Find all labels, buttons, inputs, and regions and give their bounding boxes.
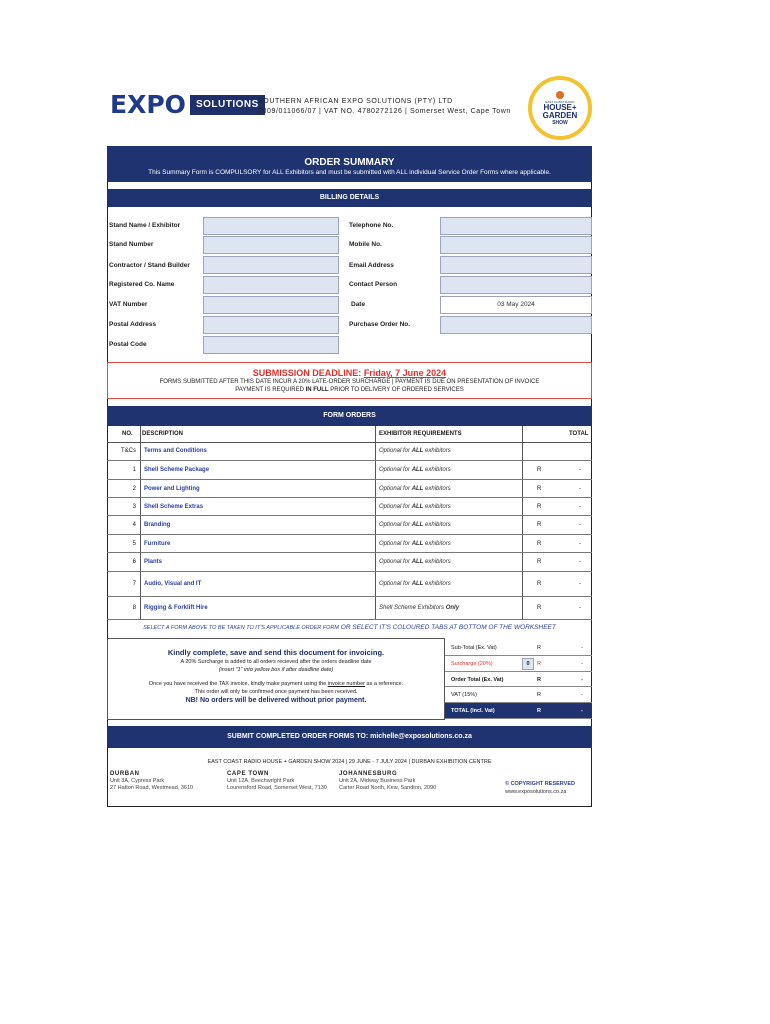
company-registration: 2009/011066/07 | VAT NO. 4780272126 | Somerset West, Cape Town [258,108,511,115]
cape-town-line1: Unit 12A, Beechwright Park [227,778,295,784]
subtotal-amount: - [581,645,583,651]
row-requirement [379,572,451,597]
requirement-bold: ALL [411,504,424,510]
expo-solutions-logo [110,90,265,119]
instruction-confirmation: This order will only be confirmed once payment has been received. [194,689,358,695]
requirement-pre: Optional for [379,486,412,492]
row-number: 2 [132,486,136,492]
requirement-bold: Only [445,605,460,611]
stand-number-field[interactable] [203,236,339,254]
row-currency: R [537,581,542,587]
form-order-row[interactable] [107,553,592,572]
invoice-number-link: invoice number [327,681,366,687]
requirement-pre: Optional for [379,448,412,454]
form-link[interactable]: Audio, Visual and IT [144,581,202,587]
postal-code-field[interactable] [203,336,339,354]
form-link[interactable]: Furniture [144,541,171,547]
surcharge-currency: R [537,661,541,667]
row-number: T&Cs [121,448,136,454]
johannesburg-title: JOHANNESBURG [339,771,398,777]
row-number: 6 [132,559,136,565]
requirement-post: exhibitors [423,541,451,547]
row-amount: - [579,504,581,510]
order-summary-header [107,146,592,182]
form-order-row[interactable] [107,480,592,498]
submission-deadline-box [107,362,592,399]
form-order-row[interactable] [107,597,592,620]
col-req-header: EXHIBITOR REQUIREMENTS [379,431,462,437]
copyright-text: © COPYRIGHT RESERVED [505,781,575,787]
form-link[interactable]: Power and Lighting [144,486,200,492]
order-total-currency: R [537,677,541,683]
house-garden-show-logo [528,76,592,140]
email-field[interactable] [440,256,592,274]
footer [107,754,592,807]
badge-line4: SHOW [552,119,568,126]
subtotal-currency: R [537,645,541,651]
row-requirement [379,480,451,498]
row-number: 7 [132,581,136,587]
vat-row [445,687,592,703]
vat-number-field[interactable] [203,296,339,314]
row-number: 3 [132,504,136,510]
form-order-row[interactable] [107,498,592,516]
order-summary-title: ORDER SUMMARY [304,157,395,168]
johannesburg-line1: Unit 2A, Midway Business Park [339,778,416,784]
johannesburg-line2: Carter Road North, Kew, Sandton, 2090 [339,785,437,791]
telephone-field[interactable] [440,217,592,235]
requirement-bold: ALL [411,448,424,454]
postal-address-label: Postal Address [109,321,157,328]
requirement-bold: ALL [411,522,424,528]
order-total-row [445,672,592,687]
row-requirement [379,516,451,535]
registered-co-label: Registered Co. Name [109,281,175,288]
form-link[interactable]: Terms and Conditions [144,448,207,454]
purchase-order-field[interactable] [440,316,592,334]
deadline-title [108,363,591,378]
row-currency: R [537,605,542,611]
requirement-bold: ALL [411,581,424,587]
instruction-payment [108,680,444,688]
durban-line1: Unit 3A, Cypress Park [110,778,165,784]
row-amount: - [579,605,581,611]
form-order-row[interactable] [107,442,592,461]
order-total-label: Order Total (Ex. Vat) [451,677,504,683]
cape-town-office [227,771,327,792]
instruction-nb: NB! No orders will be delivered without prior payment. [185,697,367,704]
row-requirement [379,442,451,461]
totals-panel [445,638,592,720]
purchase-order-label: Purchase Order No. [349,321,411,328]
row-number: 5 [132,541,136,547]
form-order-row[interactable] [107,572,592,597]
requirement-pre: Optional for [379,541,412,547]
row-requirement [379,461,451,480]
vat-amount: - [581,692,583,698]
deadline-line1: FORMS SUBMITTED AFTER THIS DATE INCUR A 20% LATE-ORDER SURCHARGE | PAYMENT IS DUE ON PRESENTATION OF INVOICE [159,379,540,385]
deadline-line2 [108,386,591,394]
mobile-label: Mobile No. [349,241,382,248]
requirement-post: exhibitors [423,467,451,473]
form-order-row[interactable] [107,535,592,553]
stand-name-field[interactable] [203,217,339,235]
row-amount: - [579,541,581,547]
vat-currency: R [537,692,541,698]
row-requirement [379,498,451,516]
total-currency: R [537,708,541,714]
surcharge-row [445,656,592,672]
row-currency: R [537,504,542,510]
billing-details-header: BILLING DETAILS [107,189,592,207]
sun-icon [556,91,564,99]
select-form-note-main: OR SELECT IT'S COLOURED TABS AT BOTTOM OF THE WORKSHEET [338,624,556,631]
form-link[interactable]: Shell Scheme Package [144,467,210,473]
total-amount: - [581,708,583,714]
requirement-post: exhibitors [423,486,451,492]
instruction-payment-post: as a reference. [365,681,404,687]
row-amount: - [579,522,581,528]
registered-co-field[interactable] [203,276,339,294]
durban-line2: 27 Hatton Road, Westmead, 3610 [110,785,194,791]
instructions-box [107,638,445,720]
requirement-bold: ALL [411,559,424,565]
postal-address-field[interactable] [203,316,339,334]
copyright-block [505,780,575,796]
johannesburg-office [339,771,436,792]
total-label: TOTAL (Incl. Vat) [451,708,495,714]
row-currency: R [537,467,542,473]
row-amount: - [579,581,581,587]
deadline-line2-pre: PAYMENT IS REQUIRED [235,387,306,393]
row-number: 1 [132,467,136,473]
form-link[interactable]: Plants [144,559,163,565]
telephone-label: Telephone No. [349,222,394,229]
logo-solutions-text: SOLUTIONS [190,95,265,115]
durban-office [110,771,193,792]
row-currency: R [537,522,542,528]
row-requirement [379,535,451,553]
requirement-post: exhibitors [423,522,451,528]
requirement-bold: ALL [411,467,424,473]
form-order-row[interactable] [107,516,592,535]
order-summary-subtitle: This Summary Form is COMPULSORY for ALL Exhibitors and must be submitted with ALL individual Service Order Forms where applicable. [148,169,551,176]
instruction-surcharge: A 20% Surcharge is added to all orders recieved after the orders deadline date [180,659,372,665]
col-total-header: TOTAL [569,431,589,437]
form-link[interactable]: Branding [144,522,171,528]
badge-line1: EAST COAST RADIO [545,99,575,104]
form-link[interactable]: Shell Scheme Extras [144,504,204,510]
requirement-bold: ALL [411,486,424,492]
row-requirement [379,553,451,572]
postal-code-label: Postal Code [109,341,147,348]
instruction-yellow-box: (insert "1" into yellow box if after deadline date) [218,667,334,673]
col-no-header: NO. [122,431,133,437]
contact-person-field[interactable] [440,276,592,294]
row-currency: R [537,559,542,565]
requirement-post: exhibitors [423,504,451,510]
select-form-note-small: SELECT A FORM ABOVE TO BE TAKEN TO IT'S APPLICABLE ORDER FORM [143,625,339,631]
contractor-label: Contractor / Stand Builder [109,262,190,269]
subtotal-label: Sub-Total (Ex. Vat) [451,645,497,651]
form-order-row[interactable] [107,461,592,480]
instruction-complete: Kindly complete, save and send this document for invoicing. [167,648,385,657]
submit-banner[interactable]: SUBMIT COMPLETED ORDER FORMS TO: michelle@exposolutions.co.za [107,726,592,748]
order-total-amount: - [581,677,583,683]
website-link[interactable]: www.exposolutions.co.za [505,789,567,795]
date-field[interactable]: 03 May 2024 [440,296,592,314]
requirement-pre: Optional for [379,467,412,473]
row-requirement [379,597,459,620]
select-form-note [107,624,592,631]
cape-town-title: CAPE TOWN [227,771,269,777]
requirement-post: exhibitors [423,581,451,587]
date-label: Date [351,301,366,308]
event-details: EAST COAST RADIO HOUSE + GARDEN SHOW 2024 | 29 JUNE - 7 JULY 2024 | DURBAN EXHIBITION CENTRE [207,759,492,765]
cape-town-line2: Lourensford Road, Somerset West, 7130 [227,785,327,791]
contractor-field[interactable] [203,256,339,274]
surcharge-amount: - [581,661,583,667]
company-details [258,97,511,117]
row-amount: - [579,486,581,492]
requirement-post: exhibitors [423,448,451,454]
email-label: Email Address [349,262,394,269]
deadline-line2-bold: IN FULL [305,387,329,393]
requirement-pre: Optional for [379,504,412,510]
company-name: SOUTHERN AFRICAN EXPO SOLUTIONS (PTY) LTD [258,98,453,105]
requirement-pre: Optional for [379,559,412,565]
stand-name-label: Stand Name / Exhibitor [109,222,181,229]
badge-line2: HOUSE+ [543,102,577,112]
deadline-date: Friday, 7 June 2024 [363,368,447,378]
requirement-pre: Optional for [379,522,412,528]
row-number: 4 [132,522,136,528]
surcharge-flag-field[interactable]: 0 [522,658,534,670]
deadline-title-prefix: SUBMISSION DEADLINE: [252,368,364,378]
row-currency: R [537,541,542,547]
subtotal-row [445,640,592,656]
vat-number-label: VAT Number [109,301,148,308]
total-row [445,703,592,719]
deadline-line2-post: PRIOR TO DELIVERY OF ORDERED SERVICES [328,387,464,393]
contact-person-label: Contact Person [349,281,398,288]
form-orders-header: FORM ORDERS [107,406,592,426]
durban-title: DURBAN [110,771,140,777]
col-desc-header: DESCRIPTION [142,431,184,437]
row-amount: - [579,467,581,473]
stand-number-label: Stand Number [109,241,154,248]
row-number: 8 [132,605,136,611]
row-currency: R [537,486,542,492]
logo-expo-text: EXPO [110,90,186,119]
mobile-field[interactable] [440,236,592,254]
requirement-post: exhibitors [423,559,451,565]
requirement-pre: Optional for [379,581,412,587]
form-link[interactable]: Rigging & Forklift Hire [144,605,208,611]
requirement-bold: ALL [411,541,424,547]
instruction-payment-pre: Once you have received the TAX invoice, kindly make payment using the [148,681,328,687]
row-amount: - [579,559,581,565]
surcharge-label: Surcharge (20%) [451,661,493,667]
requirement-pre: Shell Scheme Exhibitors [379,605,446,611]
vat-label: VAT (15%) [451,692,477,698]
badge-line3: GARDEN [542,110,578,120]
